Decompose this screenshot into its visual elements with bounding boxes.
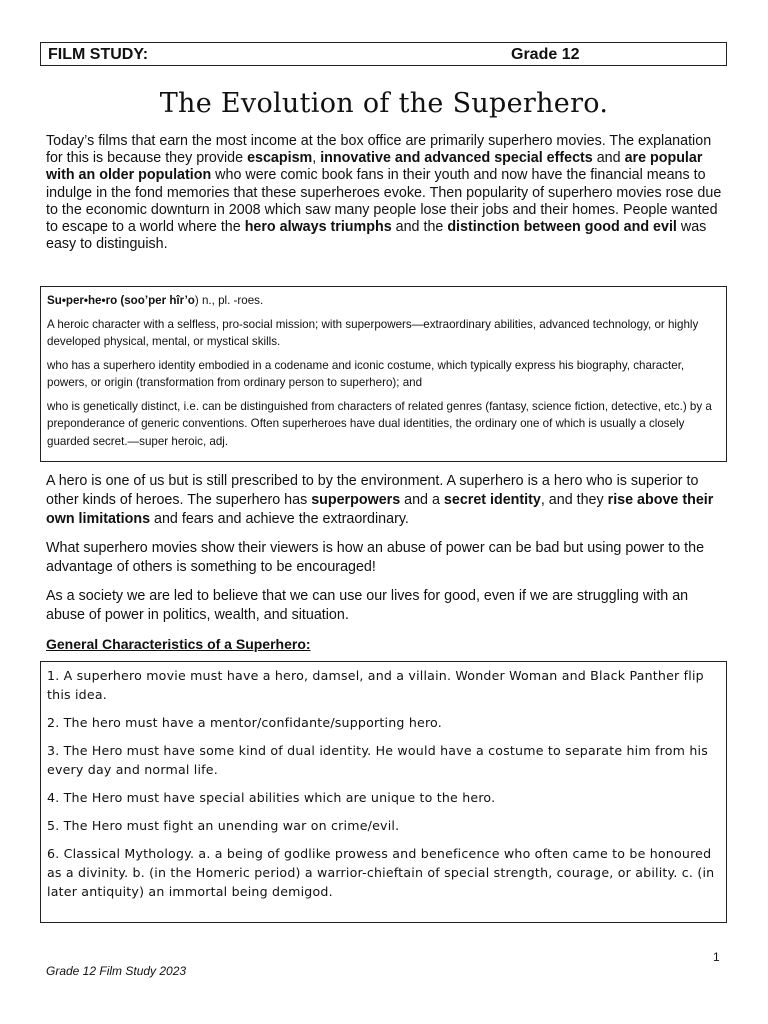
page-title: The Evolution of the Superhero. (159, 88, 609, 119)
characteristics-box (40, 661, 727, 923)
definition-pos: ) n., pl. -roes. (194, 294, 264, 307)
para-bold-secret-identity: secret identity (443, 492, 541, 508)
intro-bold-older-population: are popular with an older population (46, 150, 703, 184)
intro-text: , (312, 150, 321, 167)
hero-paragraph (46, 472, 726, 529)
intro-bold-hero-triumphs: hero always triumphs (244, 219, 392, 236)
para-text: and fears and achieve the extraordinary. (150, 511, 409, 527)
page-number: 1 (713, 950, 720, 964)
page-footer: Grade 12 Film Study 2023 (46, 964, 187, 978)
intro-bold-good-evil: distinction between good and evil (447, 219, 677, 236)
characteristic-item: 4. The Hero must have special abilities which are unique to the hero. (47, 790, 496, 805)
characteristic-item: 1. A superhero movie must have a hero, damsel, and a villain. Wonder Woman and Black Panther flip this idea. (47, 668, 704, 702)
intro-text: and the (391, 219, 448, 236)
intro-text: and (592, 150, 625, 167)
intro-bold-escapism: escapism (247, 150, 313, 167)
characteristic-item: 2. The hero must have a mentor/confidante/supporting hero. (47, 715, 442, 730)
para-bold-limitations: rise above their own limitations (46, 492, 714, 527)
para-bold-superpowers: superpowers (311, 492, 401, 508)
subject-label: FILM STUDY: (48, 46, 149, 63)
definition-line: A heroic character with a selfless, pro-social mission; with superpowers—extraordinary abilities, advanced technology, or highly developed physical, mental, or mystical skills. (47, 317, 699, 348)
intro-bold-effects: innovative and advanced special effects (320, 150, 593, 167)
para-text: , and they (540, 492, 608, 508)
definition-headline (47, 292, 720, 310)
definition-headword: Su•per•he•ro (soo’per hîr’o (47, 294, 195, 307)
intro-text: Today’s films that earn the most income at the box office are primarily superhero movies. The explanation for this is because they provide (46, 133, 712, 167)
characteristic-item: 3. The Hero must have some kind of dual identity. He would have a costume to separate him from his every day and normal life. (47, 743, 708, 777)
characteristic-item: 5. The Hero must fight an unending war on crime/evil. (47, 818, 400, 833)
power-paragraph: What superhero movies show their viewers is how an abuse of power can be bad but using power to the advantage of others is something to be encouraged! (46, 540, 705, 575)
definition-line: who has a superhero identity embodied in a codename and iconic costume, which typically express his biography, character, powers, or origin (transformation from ordinary person to superhero); and (47, 358, 685, 389)
characteristics-heading: General Characteristics of a Superhero: (46, 636, 311, 652)
characteristic-item: 6. Classical Mythology. a. a being of godlike prowess and beneficence who often came to be honoured as a divinity. b. (in the Homeric period) a warrior-chieftain of special strength, courage, or ability. c. (in later antiquity) an immortal being demigod. (47, 846, 715, 899)
para-text: A hero is one of us but is still prescribed to by the environment. A superhero is a hero who is superior to other kinds of heroes. The superhero has (46, 473, 699, 508)
para-text: and a (400, 492, 444, 508)
definition-line: who is genetically distinct, i.e. can be distinguished from characters of related genres (fantasy, science fiction, detective, etc.) by a preponderance of generic conventions. Often superheroes have dual identities, the ordinary one of which is usually a closely guarded secret.—super heroic, adj. (47, 399, 712, 448)
grade-label: Grade 12 (511, 46, 580, 63)
intro-text: who were comic book fans in their youth and now have the financial means to indulge in the fond memories that these superheroes evoke. Then popularity of superhero movies rose due to the economic downturn in 2008 which saw many people lose their jobs and their homes. People wanted to escape to a world where the (46, 167, 722, 236)
definition-box (40, 286, 727, 462)
intro-text: was easy to distinguish. (46, 219, 707, 253)
society-paragraph: As a society we are led to believe that we can use our lives for good, even if we are struggling with an abuse of power in politics, wealth, and situation. (46, 588, 689, 623)
intro-paragraph (46, 133, 726, 253)
header-bar (40, 42, 727, 66)
